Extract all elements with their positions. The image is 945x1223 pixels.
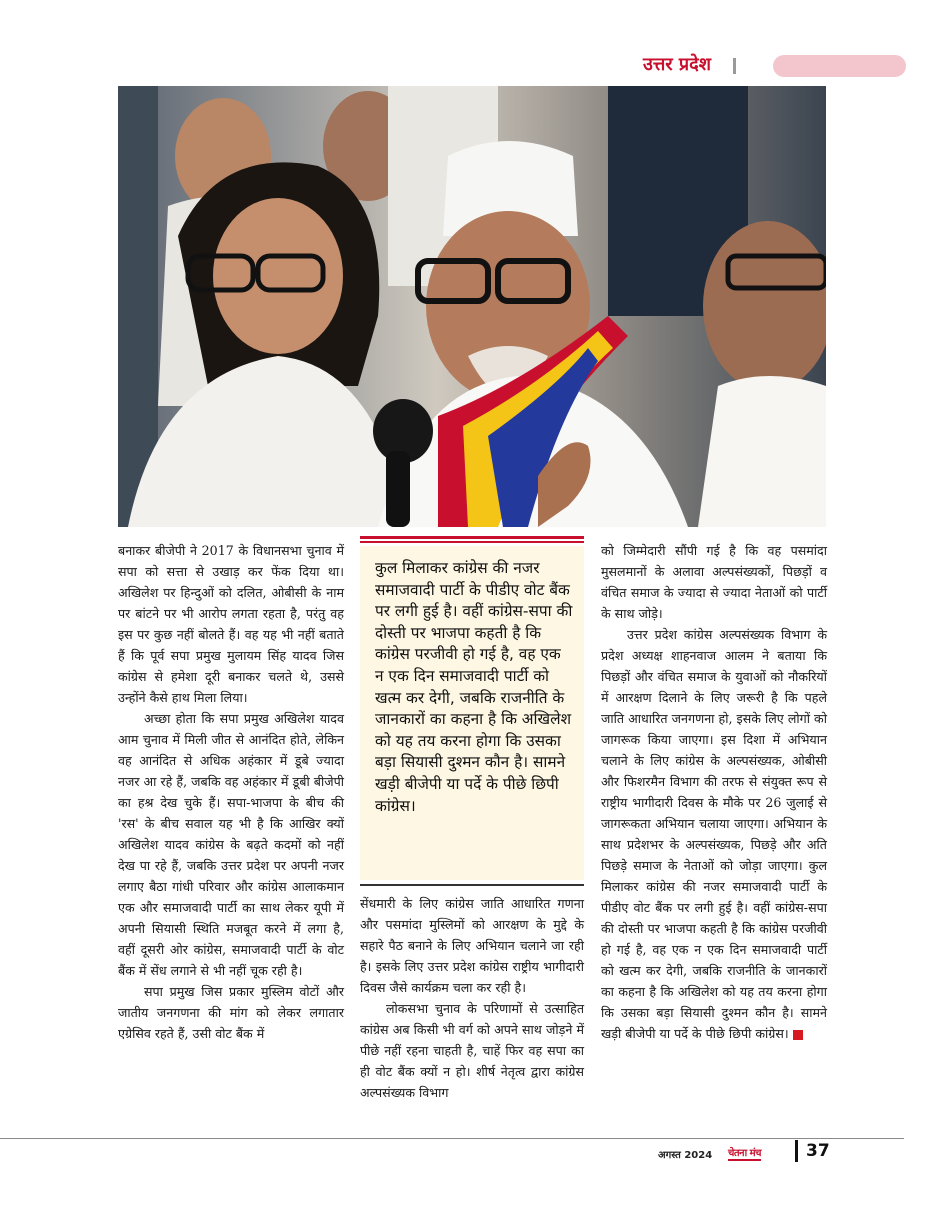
paragraph (601, 624, 827, 1044)
article-column-3 (601, 540, 827, 1044)
end-mark-icon (793, 1030, 803, 1040)
section-label: उत्तर प्रदेश (643, 54, 711, 75)
page-number: 37 (806, 1141, 830, 1161)
news-photo-icon (118, 86, 826, 527)
section-divider (733, 58, 736, 74)
paragraph-text: उत्तर प्रदेश कांग्रेस अल्पसंख्यक विभाग के प्रदेश अध्यक्ष शाहनवाज आलम ने बताया कि पिछड़ों और वंचित समाज के युवाओं को नौकरियों में आरक्षण दिलाने के लिए जरूरी है कि पहले जाति आधारित जनगणना हो, इसके लिए लोगों को जागरूक किया जाएगा। इस दिशा में अभियान चलाने के लिए कांग्रेस के अल्पसंख्यक, ओबीसी और फिशरमैन विभाग की तरफ से संयुक्त रूप से राष्ट्रीय भागीदारी दिवस के मौके पर 26 जुलाई से जागरूकता अभियान चलाया जाएगा। अभियान के साथ प्रदेशभर के अल्पसंख्यक, पिछड़े और अति पिछड़े समाज के नेताओं को जोड़ा जाएगा। कुल मिलाकर कांग्रेस की नजर समाजवादी पार्टी के पीडीए वोट बैंक पर लगी हुई है। वहीं कांग्रेस-सपा की दोस्ती पर भाजपा कहती है कि कांग्रेस परजीवी हो गई है, वह एक न एक दिन समाजवादी पार्टी को खत्म कर देगी, जबकि राजनीति के जानकारों का कहना है कि अखिलेश को यह तय करना होगा कि उसका बड़ा सियासी दुश्मन कौन है। सामने खड़ी बीजेपी या पर्दे के पीछे छिपी कांग्रेस। (601, 627, 827, 1041)
paragraph: अच्छा होता कि सपा प्रमुख अखिलेश यादव आम चुनाव में मिली जीत से आनंदित होते, लेकिन वह आनंदित से अधिक अहंकार में डूबे ज्यादा नजर आ रहे हैं, जबकि वह अहंकार में डूबी बीजेपी का हश्र देख चुके हैं। सपा-भाजपा के बीच की 'रस' के बीच सवाल यह भी है कि आखिर क्यों अखिलेश यादव कांग्रेस के बढ़ते कदमों को नहीं देख पा रहे हैं, जबकि उत्तर प्रदेश पर अपनी नजर लगाए बैठा गांधी परिवार और कांग्रेस आलाकमान एक और समाजवादी पार्टी का साथ लेकर यूपी में अपनी सियासी स्थिति मजबूत करने में लगा है, वहीं दूसरी ओर कांग्रेस, समाजवादी पार्टी के वोट बैंक में सेंध लगाने से भी नहीं चूक रही है। (118, 711, 344, 978)
article-column-2 (360, 893, 584, 1103)
paragraph: को जिम्मेदारी सौंपी गई है कि वह पसमांदा मुसलमानों के अलावा अल्पसंख्यकों, पिछड़ों व वंचित समाज के ज्यादा से ज्यादा नेताओं को पार्टी के साथ जोड़े। (601, 543, 827, 621)
pullquote-rule-bottom (360, 884, 584, 886)
section-pill (773, 55, 906, 77)
footer-month: अगस्त 2024 (658, 1150, 713, 1161)
magazine-logo: चेतना मंच (728, 1145, 761, 1161)
article-photo (118, 86, 826, 527)
footer-rule (0, 1138, 904, 1139)
article-column-1 (118, 540, 344, 1044)
pullquote: कुल मिलाकर कांग्रेस की नजर समाजवादी पार्टी के पीडीए वोट बैंक पर लगी हुई है। वहीं कांग्रेस-सपा की दोस्ती पर भाजपा कहती है कि कांग्रेस परजीवी हो गई है, वह एक न एक दिन समाजवादी पार्टी को खत्म कर देगी, जबकि राजनीति के जानकारों का कहना है कि अखिलेश को यह तय करना होगा कि उसका बड़ा सियासी दुश्मन कौन है। सामने खड़ी बीजेपी या पर्दे के पीछे छिपी कांग्रेस। (360, 546, 584, 880)
paragraph: सेंधमारी के लिए कांग्रेस जाति आधारित गणना और पसमांदा मुस्लिमों को आरक्षण के मुद्दे के सहारे पैठ बनाने के लिए अभियान चलाने जा रही है। इसके लिए उत्तर प्रदेश कांग्रेस राष्ट्रीय भागीदारी दिवस जैसे कार्यक्रम चला कर रही है। (360, 896, 584, 995)
paragraph: बनाकर बीजेपी ने 2017 के विधानसभा चुनाव में सपा को सत्ता से उखाड़ कर फेंक दिया था। अखिलेश पर हिन्दुओं को दलित, ओबीसी के नाम पर बांटने पर भी आरोप लगता रहता है, परंतु वह इस पर कुछ नहीं बोलते हैं। वह यह भी नहीं बताते हैं कि पूर्व सपा प्रमुख मुलायम सिंह यादव जिस कांग्रेस से हमेशा दूरी बनाकर चलते थे, उससे उन्होंने कैसे हाथ मिला लिया। (118, 543, 344, 705)
paragraph: लोकसभा चुनाव के परिणामों से उत्साहित कांग्रेस अब किसी भी वर्ग को अपने साथ जोड़ने में पीछे नहीं रहना चाहती है, चाहें फिर वह सपा का ही वोट बैंक क्यों न हो। शीर्ष नेतृत्व द्वारा कांग्रेस अल्पसंख्यक विभाग (360, 1001, 584, 1100)
footer-separator (795, 1140, 798, 1162)
pullquote-rule-top (360, 536, 584, 539)
paragraph: सपा प्रमुख जिस प्रकार मुस्लिम वोटों और जातीय जनगणना की मांग को लेकर लगातार एग्रेसिव रहते हैं, उसी वोट बैंक में (118, 984, 344, 1041)
pullquote-rule-top-2 (360, 541, 584, 543)
